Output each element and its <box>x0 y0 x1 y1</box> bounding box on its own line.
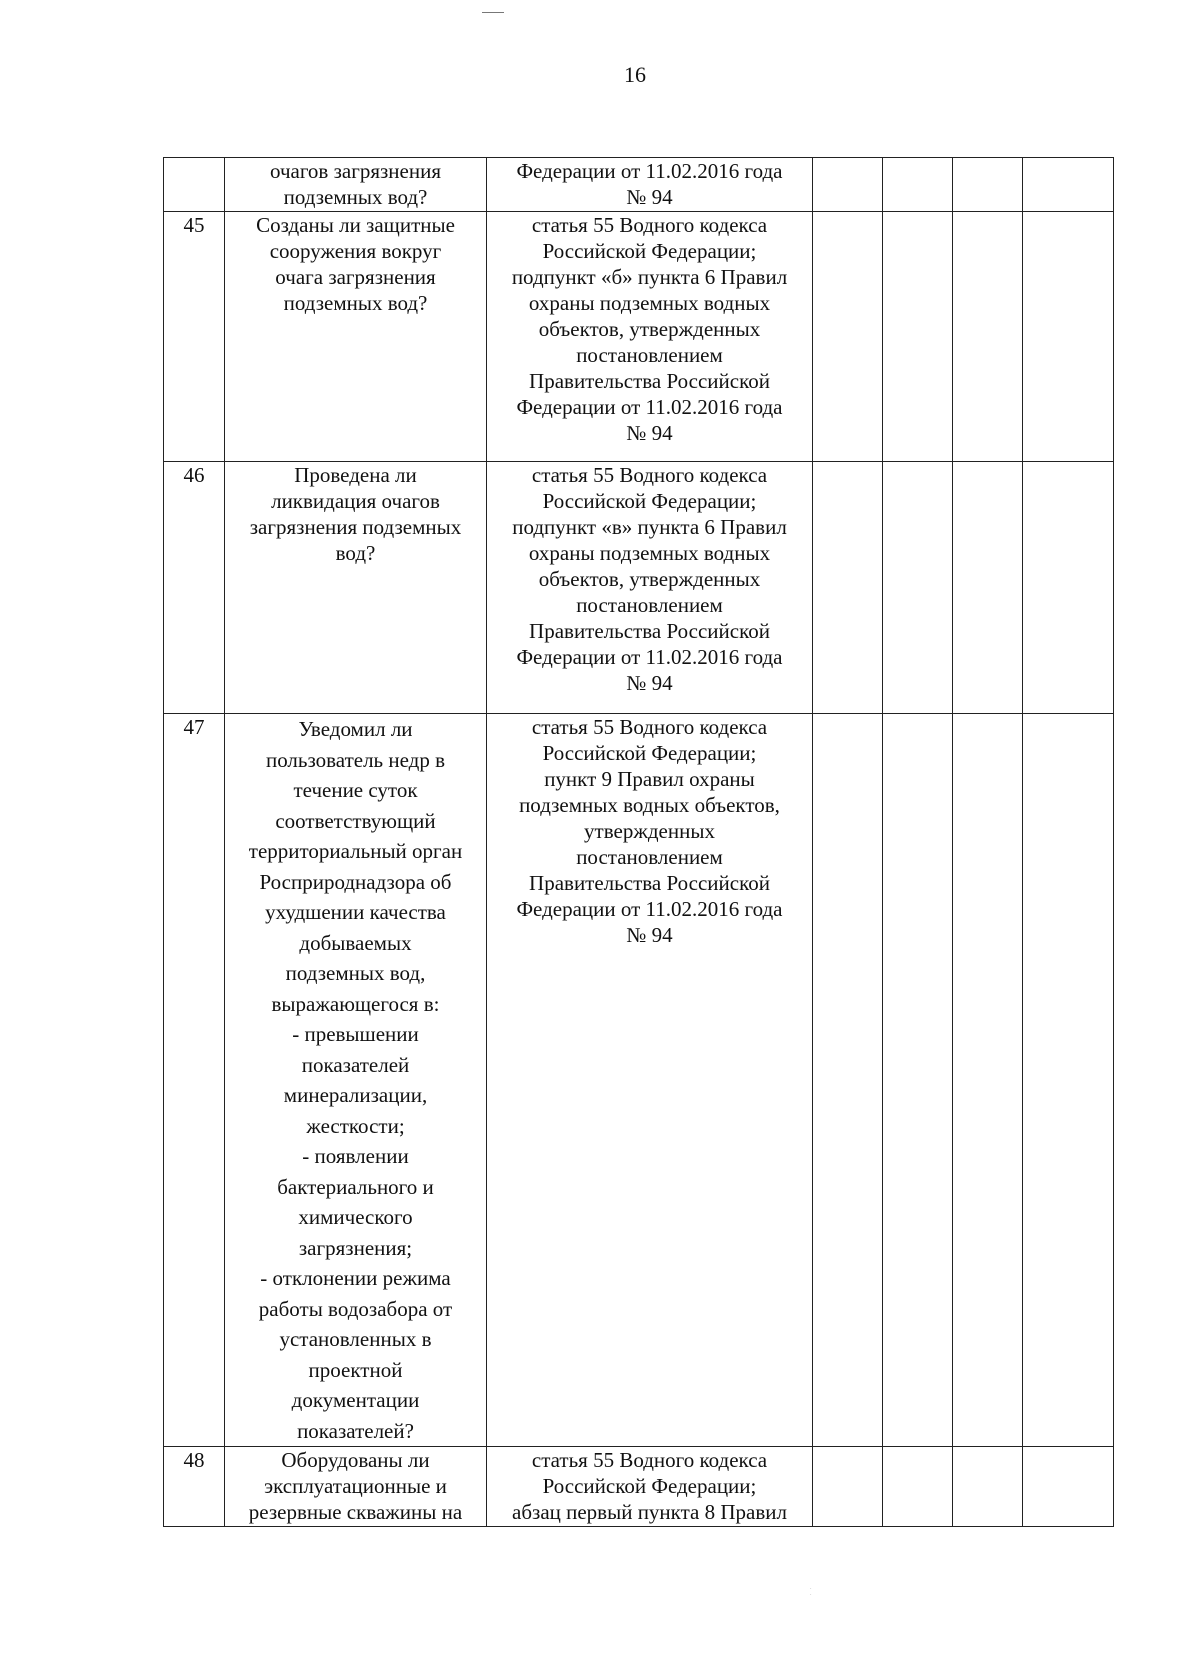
question-line: Проведена ли <box>294 463 417 487</box>
basis-line: Федерации от 11.02.2016 года <box>516 897 783 921</box>
basis-line: утвержденных <box>584 819 715 843</box>
question-line: Уведомил ли <box>298 717 413 741</box>
basis-line: Правительства Российской <box>529 871 770 895</box>
answer-cell <box>1023 158 1114 212</box>
basis-line: № 94 <box>626 185 673 209</box>
basis-line: Федерации от 11.02.2016 года <box>516 645 783 669</box>
question-line: - отклонении режима <box>260 1266 451 1290</box>
question-line: вод? <box>335 541 376 565</box>
page-number: 16 <box>624 62 646 87</box>
question-line: - появлении <box>302 1144 409 1168</box>
question-line: Оборудованы ли <box>281 1448 430 1472</box>
row-number: 48 <box>164 1447 225 1527</box>
legal-basis <box>487 714 813 1447</box>
requirement-question <box>225 212 487 462</box>
question-line: соответствующий <box>275 808 436 833</box>
question-line: документации <box>291 1388 420 1412</box>
checklist-table <box>163 157 1114 1527</box>
answer-cell <box>883 158 953 212</box>
legal-basis <box>487 1447 813 1527</box>
basis-line: статья 55 Водного кодекса <box>531 1448 768 1472</box>
question-line: подземных вод? <box>283 185 428 209</box>
answer-cell <box>1023 212 1114 462</box>
scan-mark <box>482 12 504 13</box>
basis-line: объектов, утвержденных <box>538 567 761 591</box>
answer-cell <box>883 1447 953 1527</box>
question-line: показателей <box>301 1052 410 1077</box>
row-number: 46 <box>164 462 225 714</box>
table-row <box>164 462 1114 714</box>
basis-line: Российской Федерации; <box>542 1474 757 1498</box>
question-line: загрязнения подземных <box>249 515 462 539</box>
legal-basis <box>487 462 813 714</box>
basis-line: № 94 <box>626 671 673 695</box>
table-row <box>164 212 1114 462</box>
basis-line: пункт 9 Правил охраны <box>544 767 755 791</box>
table-row <box>164 158 1114 212</box>
basis-line: охраны подземных водных <box>528 541 771 565</box>
legal-basis <box>487 212 813 462</box>
question-line: подземных вод, <box>285 961 426 985</box>
question-line: выражающегося в: <box>271 991 440 1016</box>
legal-basis <box>487 158 813 212</box>
row-number: 45 <box>164 212 225 462</box>
answer-cell <box>883 714 953 1447</box>
question-line: очага загрязнения <box>275 265 436 289</box>
basis-line: постановлением <box>576 343 723 367</box>
answer-cell <box>1023 714 1114 1447</box>
answer-cell <box>953 462 1023 714</box>
basis-line: Российской Федерации; <box>542 239 757 263</box>
answer-cell <box>813 212 883 462</box>
basis-line: статья 55 Водного кодекса <box>531 463 768 487</box>
requirement-question <box>225 158 487 212</box>
basis-line: Федерации от 11.02.2016 года <box>516 159 783 183</box>
answer-cell <box>953 212 1023 462</box>
answer-cell <box>883 212 953 462</box>
basis-line: Российской Федерации; <box>542 741 757 765</box>
basis-line: № 94 <box>626 923 673 947</box>
answer-cell <box>813 462 883 714</box>
answer-cell <box>813 158 883 212</box>
basis-line: статья 55 Водного кодекса <box>531 715 768 739</box>
answer-cell <box>883 462 953 714</box>
question-line: ликвидация очагов <box>271 489 440 513</box>
question-line: жесткости; <box>306 1113 405 1138</box>
basis-line: Федерации от 11.02.2016 года <box>516 395 783 419</box>
basis-line: охраны подземных водных <box>528 291 771 315</box>
table-row <box>164 1447 1114 1527</box>
requirement-question <box>225 462 487 714</box>
question-line: территориальный орган <box>248 839 463 863</box>
question-line: установленных в <box>279 1327 432 1351</box>
answer-cell <box>813 714 883 1447</box>
answer-cell <box>1023 1447 1114 1527</box>
question-line: сооружения вокруг <box>269 239 442 263</box>
basis-line: объектов, утвержденных <box>538 317 761 341</box>
basis-line: статья 55 Водного кодекса <box>531 213 768 237</box>
question-line: работы водозабора от <box>258 1296 453 1321</box>
row-number <box>164 158 225 212</box>
question-line: подземных вод? <box>283 291 428 315</box>
answer-cell <box>953 1447 1023 1527</box>
requirement-question <box>225 714 487 1447</box>
answer-cell <box>813 1447 883 1527</box>
scan-specks: . . <box>810 1585 824 1597</box>
basis-line: постановлением <box>576 845 723 869</box>
question-line: очагов загрязнения <box>270 159 441 183</box>
row-number: 47 <box>164 714 225 1447</box>
basis-line: № 94 <box>626 421 673 445</box>
question-line: загрязнения; <box>298 1235 413 1260</box>
question-line: резервные скважины на <box>248 1500 463 1524</box>
answer-cell <box>953 158 1023 212</box>
basis-line: Российской Федерации; <box>542 489 757 513</box>
question-line: течение суток <box>293 778 418 802</box>
basis-line: абзац первый пункта 8 Правил <box>512 1500 787 1524</box>
question-line: добываемых <box>299 930 412 955</box>
requirement-question <box>225 1447 487 1527</box>
question-line: Созданы ли защитные <box>256 213 455 237</box>
table-row <box>164 714 1114 1447</box>
basis-line: подпункт «б» пункта 6 Правил <box>511 265 788 289</box>
question-line: пользователь недр в <box>265 747 446 772</box>
question-line: бактериального и <box>277 1174 434 1199</box>
question-line: химического <box>298 1205 413 1229</box>
basis-line: подземных водных объектов, <box>519 793 780 817</box>
question-line: ухудшении качества <box>265 900 446 924</box>
question-line: Росприроднадзора об <box>259 869 452 894</box>
basis-line: Правительства Российской <box>529 369 770 393</box>
basis-line: постановлением <box>576 593 723 617</box>
question-line: - превышении <box>292 1022 419 1046</box>
basis-line: Правительства Российской <box>529 619 770 643</box>
answer-cell <box>1023 462 1114 714</box>
question-line: минерализации, <box>283 1083 428 1107</box>
question-line: показателей? <box>297 1418 414 1443</box>
question-line: эксплуатационные и <box>264 1474 447 1498</box>
basis-line: подпункт «в» пункта 6 Правил <box>512 515 787 539</box>
answer-cell <box>953 714 1023 1447</box>
question-line: проектной <box>308 1357 403 1382</box>
